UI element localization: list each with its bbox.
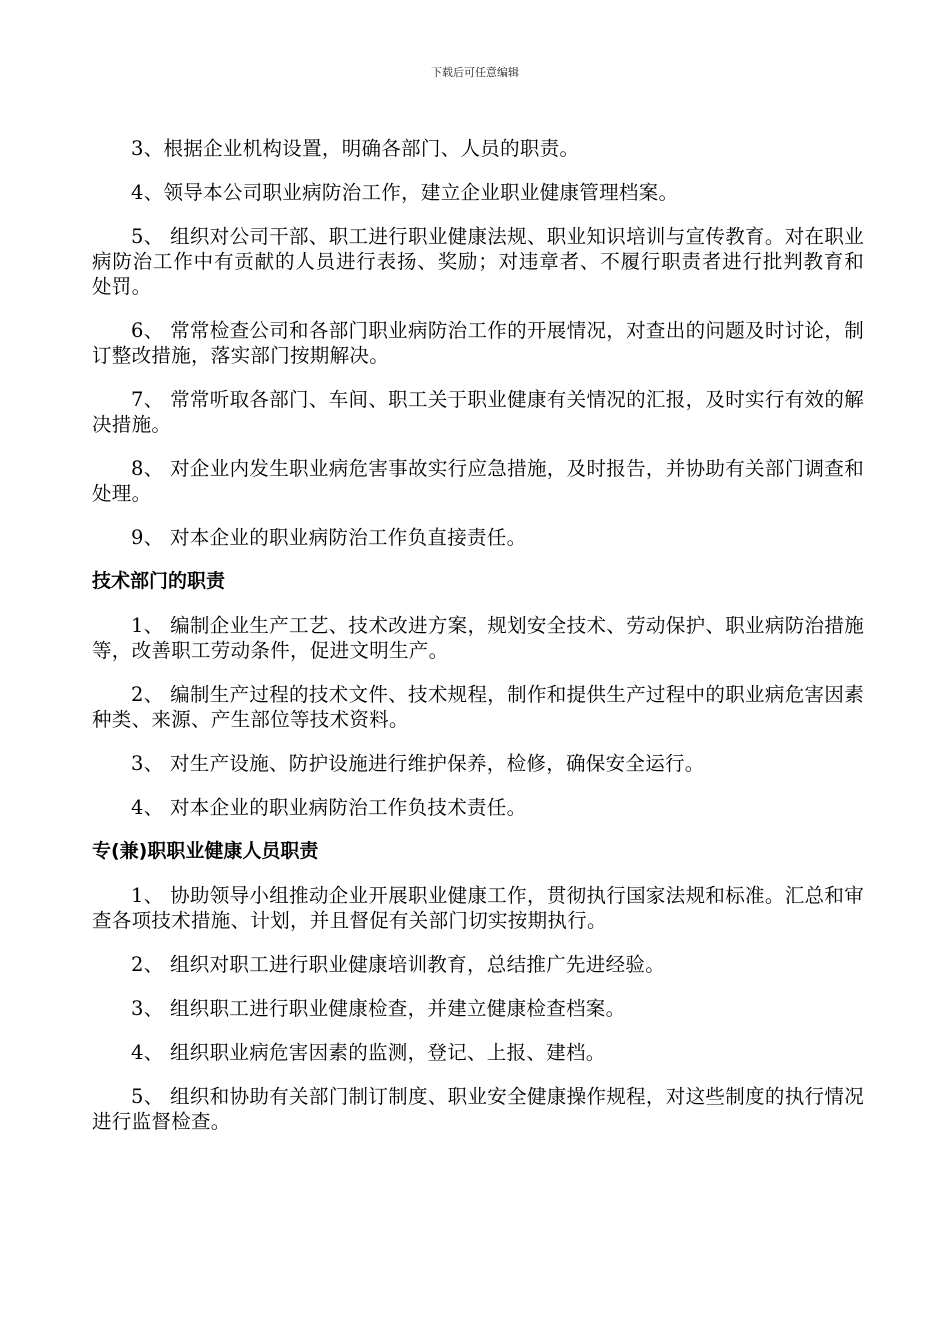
document-body	[92, 136, 864, 1153]
list-item: 2、 组织对职工进行职业健康培训教育，总结推广先进经验。	[131, 953, 666, 976]
list-item: 3、 组织职工进行职业健康检查，并建立健康检查档案。	[131, 997, 626, 1020]
section-title-health-staff: 专(兼)职职业健康人员职责	[92, 840, 319, 862]
list-item: 1、 编制企业生产工艺、技术改进方案，规划安全技术、劳动保护、职业病防治措施等，改善职工劳动条件，促进文明生产。	[92, 614, 864, 662]
list-item: 4、领导本公司职业病防治工作，建立企业职业健康管理档案。	[131, 181, 679, 204]
list-item: 4、 组织职业病危害因素的监测，登记、上报、建档。	[131, 1041, 606, 1064]
list-item: 2、 编制生产过程的技术文件、技术规程，制作和提供生产过程中的职业病危害因素种类、来源、产生部位等技术资料。	[92, 683, 864, 731]
list-item: 3、 对生产设施、防护设施进行维护保养，检修，确保安全运行。	[131, 752, 705, 775]
list-item: 4、 对本企业的职业病防治工作负技术责任。	[131, 796, 527, 819]
page-header-note: 下载后可任意编辑	[431, 66, 519, 79]
list-item: 1、 协助领导小组推动企业开展职业健康工作，贯彻执行国家法规和标准。汇总和审查各项技术措施、计划，并且督促有关部门切实按期执行。	[92, 884, 864, 932]
section-title-tech-dept: 技术部门的职责	[92, 570, 226, 592]
list-item: 7、 常常听取各部门、车间、职工关于职业健康有关情况的汇报，及时实行有效的解决措施。	[92, 388, 864, 436]
list-item: 5、 组织和协助有关部门制订制度、职业安全健康操作规程，对这些制度的执行情况进行监督检查。	[92, 1085, 864, 1133]
list-item: 3、根据企业机构设置，明确各部门、人员的职责。	[131, 137, 580, 160]
list-item: 5、 组织对公司干部、职工进行职业健康法规、职业知识培训与宣传教育。对在职业病防治工作中有贡献的人员进行表扬、奖励；对违章者、不履行职责者进行批判教育和处罚。	[92, 225, 864, 298]
list-item: 6、 常常检查公司和各部门职业病防治工作的开展情况，对查出的问题及时讨论，制订整改措施，落实部门按期解决。	[92, 319, 864, 367]
list-item: 9、 对本企业的职业病防治工作负直接责任。	[131, 526, 527, 549]
list-item: 8、 对企业内发生职业病危害事故实行应急措施，及时报告，并协助有关部门调查和处理。	[92, 457, 864, 505]
